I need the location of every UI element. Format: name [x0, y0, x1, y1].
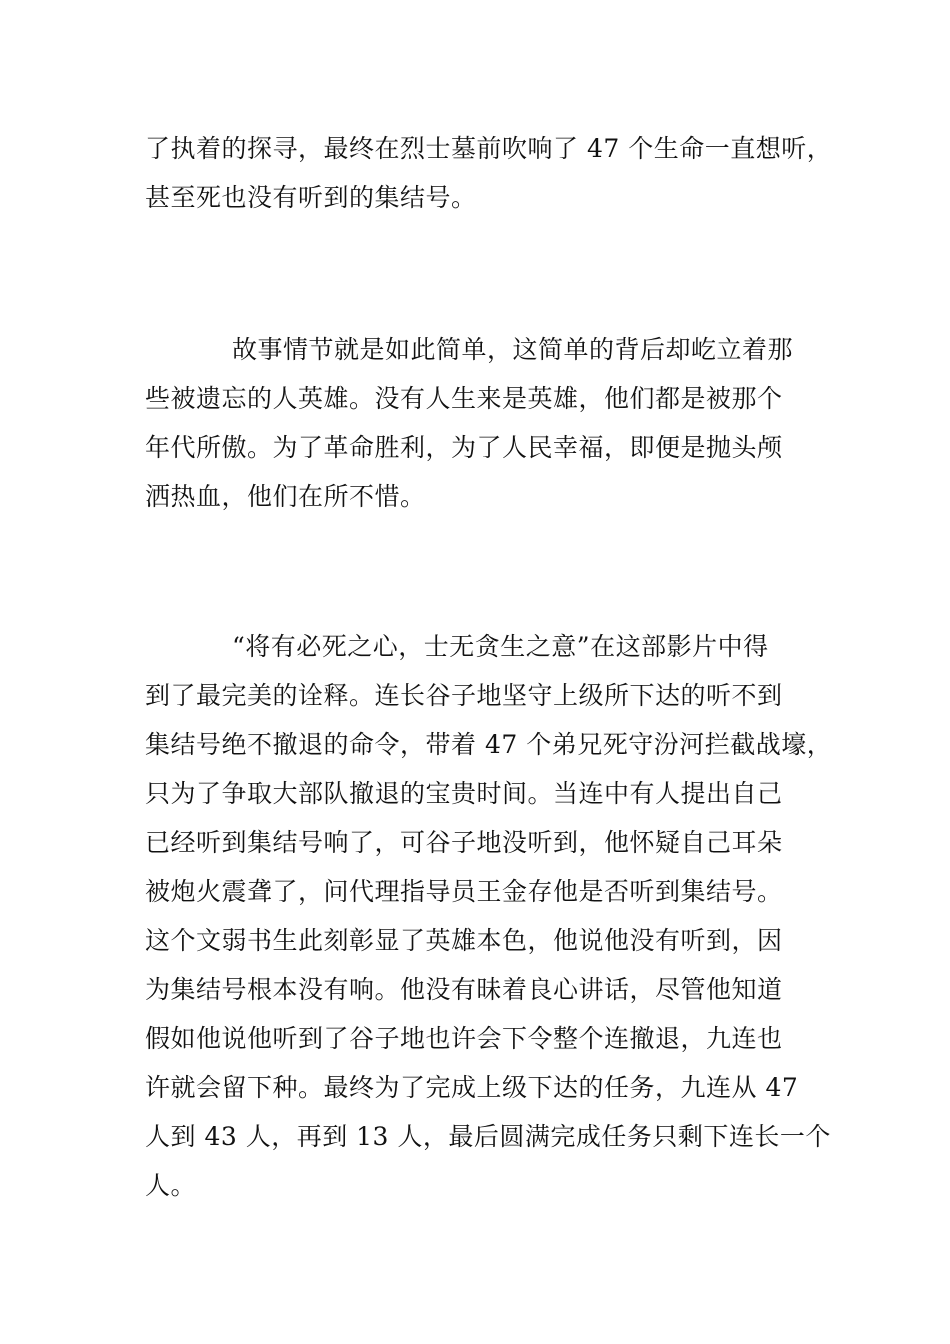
- paragraph-3-line-6: 被炮火震聋了，问代理指导员王金存他是否听到集结号。: [145, 877, 783, 906]
- paragraph-1-line-1: 了执着的探寻，最终在烈士墓前吹响了 47 个生命一直想听，: [145, 134, 833, 163]
- paragraph-3-line-10: 许就会留下种。最终为了完成上级下达的任务，九连从 47: [145, 1073, 799, 1102]
- paragraph-3-line-7: 这个文弱书生此刻彰显了英雄本色，他说他没有听到，因: [145, 926, 783, 955]
- paragraph-3-line-12: 人。: [145, 1171, 197, 1200]
- paragraph-1-line-2: 甚至死也没有听到的集结号。: [145, 183, 477, 212]
- paragraph-3-line-11: 人到 43 人，再到 13 人，最后圆满完成任务只剩下连长一个: [145, 1122, 831, 1151]
- paragraph-3-line-3: 集结号绝不撤退的命令，带着 47 个弟兄死守汾河拦截战壕，: [145, 730, 833, 759]
- paragraph-3-line-9: 假如他说他听到了谷子地也许会下令整个连撤退，九连也: [145, 1024, 783, 1053]
- paragraph-3-line-2: 到了最完美的诠释。连长谷子地坚守上级所下达的听不到: [145, 681, 783, 710]
- paragraph-3-line-4: 只为了争取大部队撤退的宝贵时间。当连中有人提出自己: [145, 779, 783, 808]
- paragraph-3-line-8: 为集结号根本没有响。他没有昧着良心讲话，尽管他知道: [145, 975, 783, 1004]
- paragraph-3-line-1: “将有必死之心，士无贪生之意”在这部影片中得: [232, 632, 769, 661]
- paragraph-2-line-3: 年代所傲。为了革命胜利，为了人民幸福，即便是抛头颅: [145, 433, 783, 462]
- paragraph-2-line-2: 些被遗忘的人英雄。没有人生来是英雄，他们都是被那个: [145, 384, 783, 413]
- paragraph-2-line-1: 故事情节就是如此简单，这简单的背后却屹立着那: [232, 335, 794, 364]
- paragraph-2-line-4: 洒热血，他们在所不惜。: [145, 482, 426, 511]
- paragraph-3-line-5: 已经听到集结号响了，可谷子地没听到，他怀疑自己耳朵: [145, 828, 783, 857]
